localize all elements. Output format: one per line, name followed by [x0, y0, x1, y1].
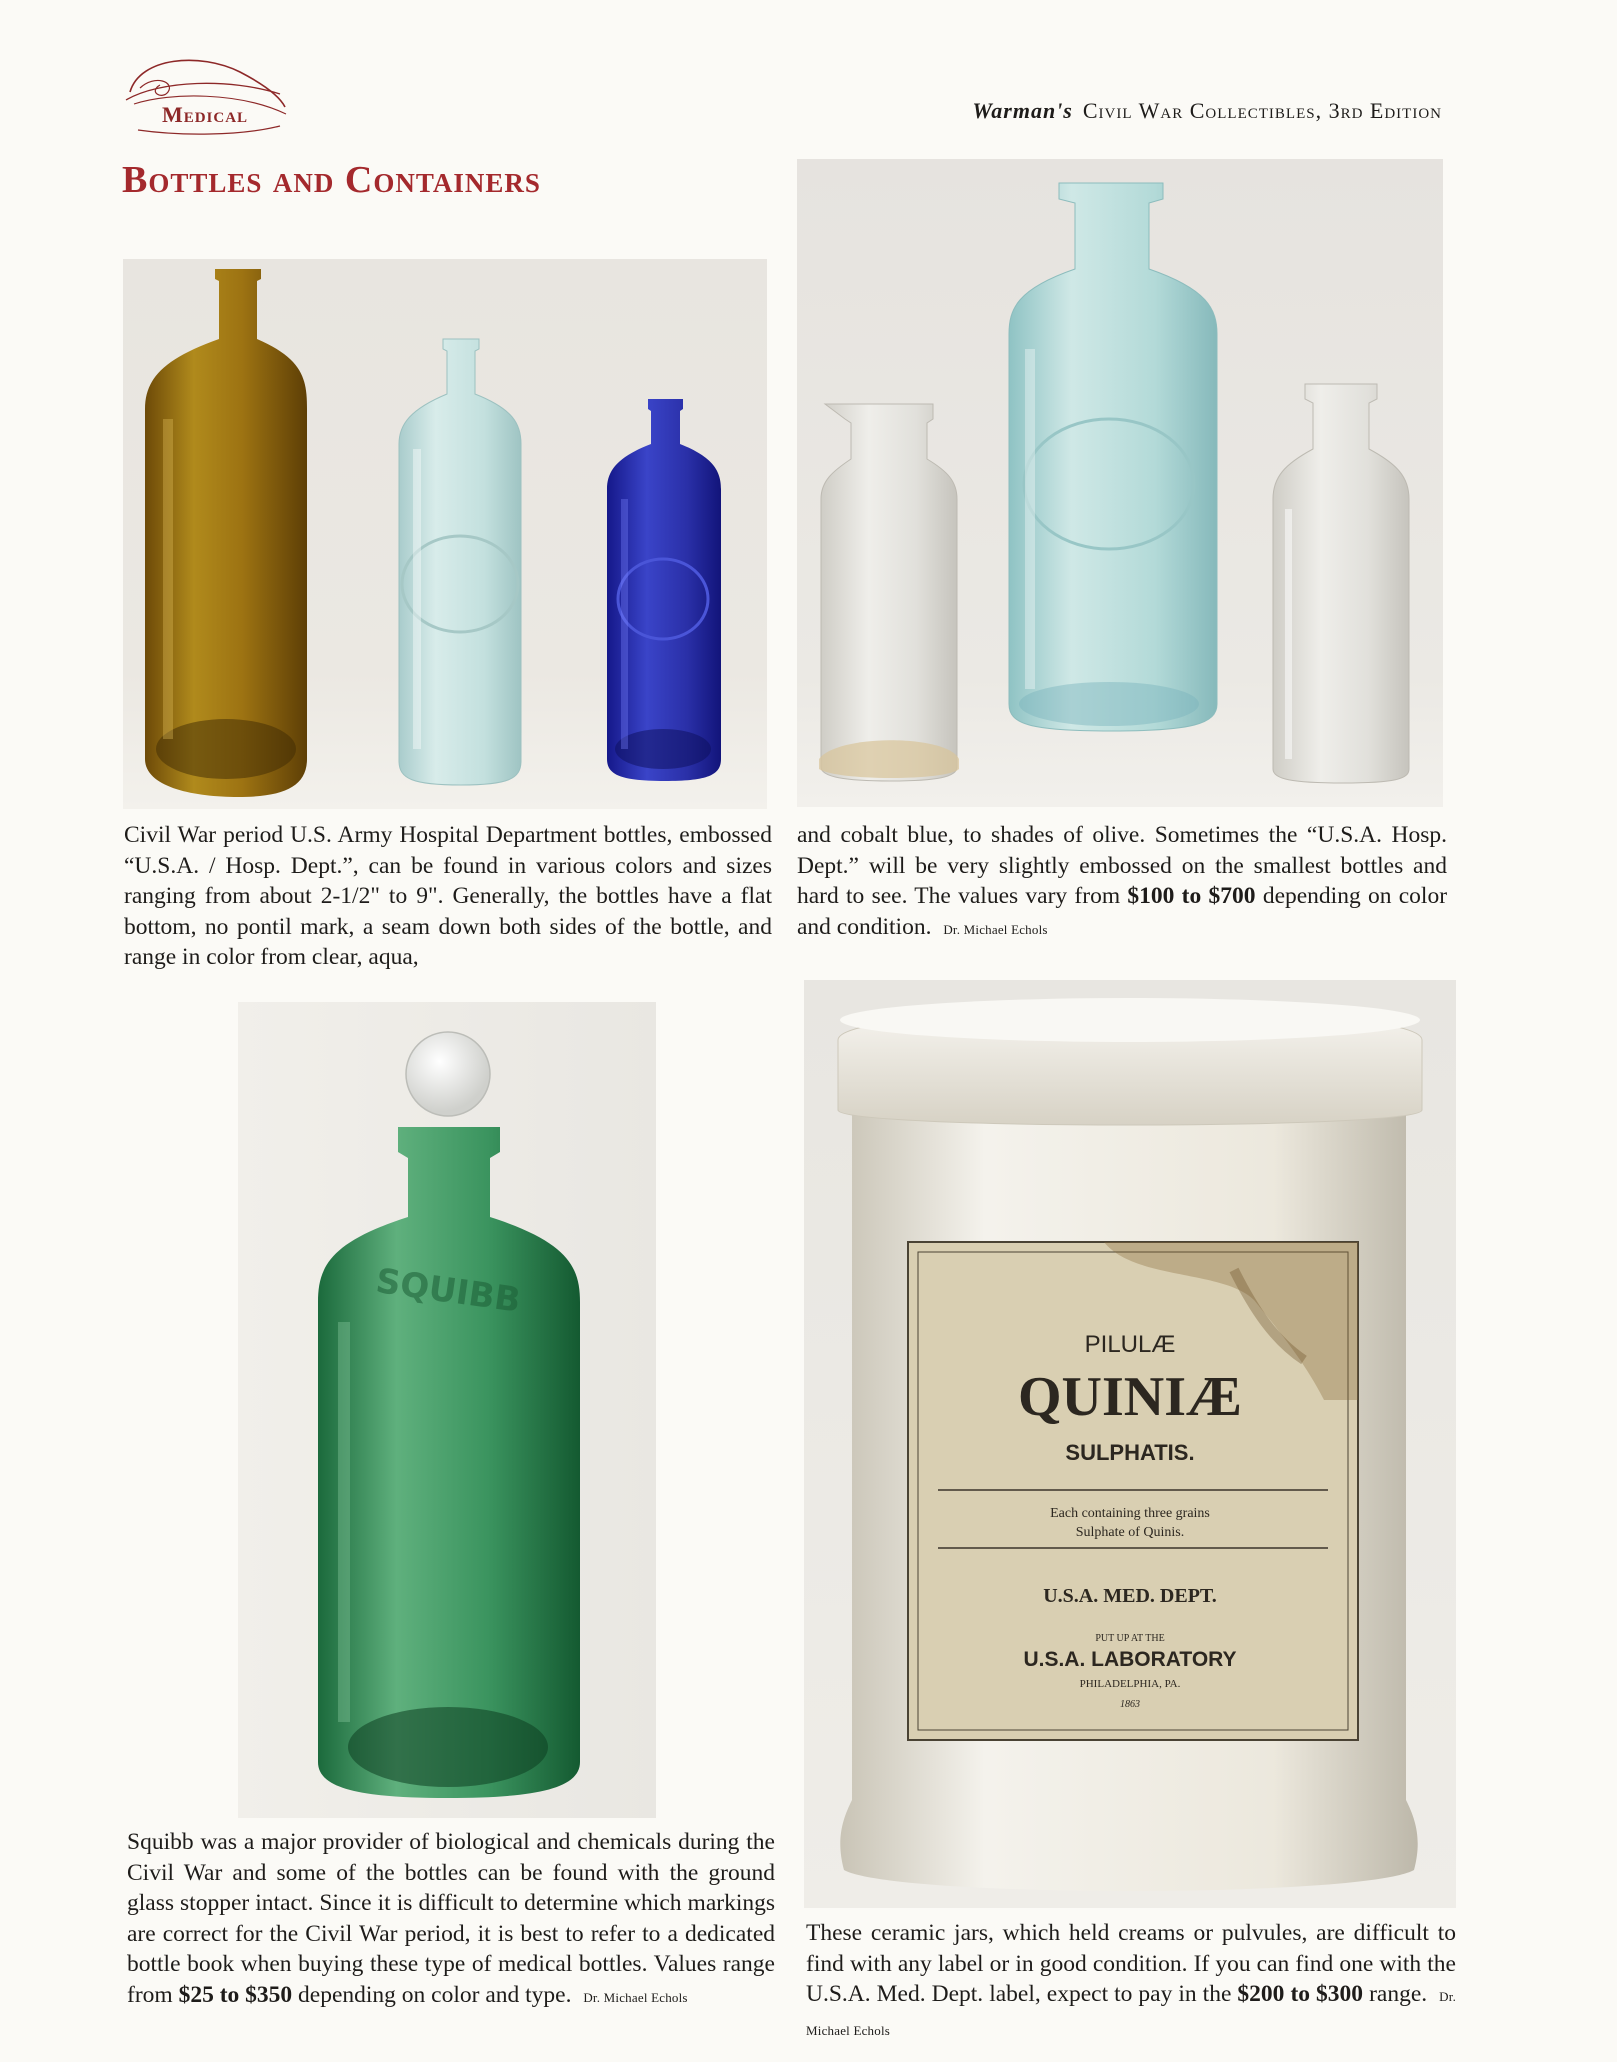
caption-army-part1: [124, 820, 772, 973]
section-badge: [120, 52, 290, 136]
caption-squibb-text2: depending on color and type.: [298, 1981, 572, 2008]
jar-label-line1: PILULÆ: [1084, 1331, 1176, 1358]
caption-jar: [806, 1918, 1456, 2046]
jar-label-line10: 1863: [1120, 1699, 1140, 1710]
caption-squibb-credit: Dr. Michael Echols: [583, 1989, 688, 2005]
jar-label-line3: SULPHATIS.: [1065, 1440, 1195, 1465]
running-head: [972, 98, 1442, 124]
caption-army-text2: and cobalt blue, to shades of olive. Sometimes the “U.S.A. Hosp. Dept.” will be very slightly embossed on the smallest bottles and hard to see. The values vary from: [797, 822, 1447, 909]
caption-army-value: $100 to $700: [1127, 883, 1256, 909]
caption-jar-credit: Dr. Michael Echols: [806, 1989, 1457, 2038]
caption-jar-text1: These ceramic jars, which held creams or pulvules, are difficult to find with any label or in good condition. If you can find one with the U.S.A. Med. Dept. label, expect to pay in the: [806, 1920, 1456, 2007]
caption-army-credit: Dr. Michael Echols: [943, 921, 1048, 937]
caption-squibb: [127, 1827, 775, 2013]
photo-ceramic-jar: [804, 980, 1456, 1908]
brand-logo: Warman's: [972, 98, 1073, 123]
photo-three-bottles: [123, 259, 767, 809]
caption-jar-value: $200 to $300: [1237, 1981, 1364, 2007]
jar-label-line8: U.S.A. LABORATORY: [1023, 1648, 1237, 1671]
photo-clear-bottles: [797, 159, 1443, 807]
caption-army-part2: [797, 820, 1447, 945]
caption-jar-text2: range.: [1369, 1981, 1428, 2007]
caption-army-text3: depending on color and condition.: [797, 883, 1448, 940]
book-title: Civil War Collectibles, 3rd Edition: [1082, 98, 1442, 123]
caption-squibb-value: $25 to $350: [178, 1981, 293, 2008]
squibb-embossing: SQUIBB: [373, 1261, 523, 1321]
jar-label-line6: U.S.A. MED. DEPT.: [1043, 1585, 1217, 1607]
section-title: Bottles and Containers: [122, 159, 541, 201]
jar-label-line2: QUINIÆ: [1017, 1366, 1243, 1428]
jar-label-line5: Sulphate of Quinis.: [1075, 1525, 1185, 1540]
caption-army-text1: Civil War period U.S. Army Hospital Department bottles, embossed “U.S.A. / Hosp. Dept.”, can be found in various colors and sizes ranging from about 2-1/2" to 9". Generally, the bottles have a flat bottom, no pontil mark, a seam down both sides of the bottle, and range in color from clear, aqua,: [124, 822, 772, 970]
photo-squibb-bottle: [238, 1002, 656, 1818]
glass-stopper: [406, 1032, 490, 1116]
jar-label-line9: PHILADELPHIA, PA.: [1079, 1678, 1181, 1690]
jar-label-line4: Each containing three grains: [1050, 1506, 1210, 1521]
jar-label-line7: PUT UP AT THE: [1095, 1633, 1165, 1644]
badge-label: Medical: [161, 102, 249, 127]
caption-squibb-text1: Squibb was a major provider of biological and chemicals during the Civil War and some of the bottles can be found with the ground glass stopper intact. Since it is difficult to determine which markings are correct for the Civil War period, it is best to refer to a dedicated bottle book when buying these type of medical bottles. Values range from: [127, 1829, 775, 2008]
